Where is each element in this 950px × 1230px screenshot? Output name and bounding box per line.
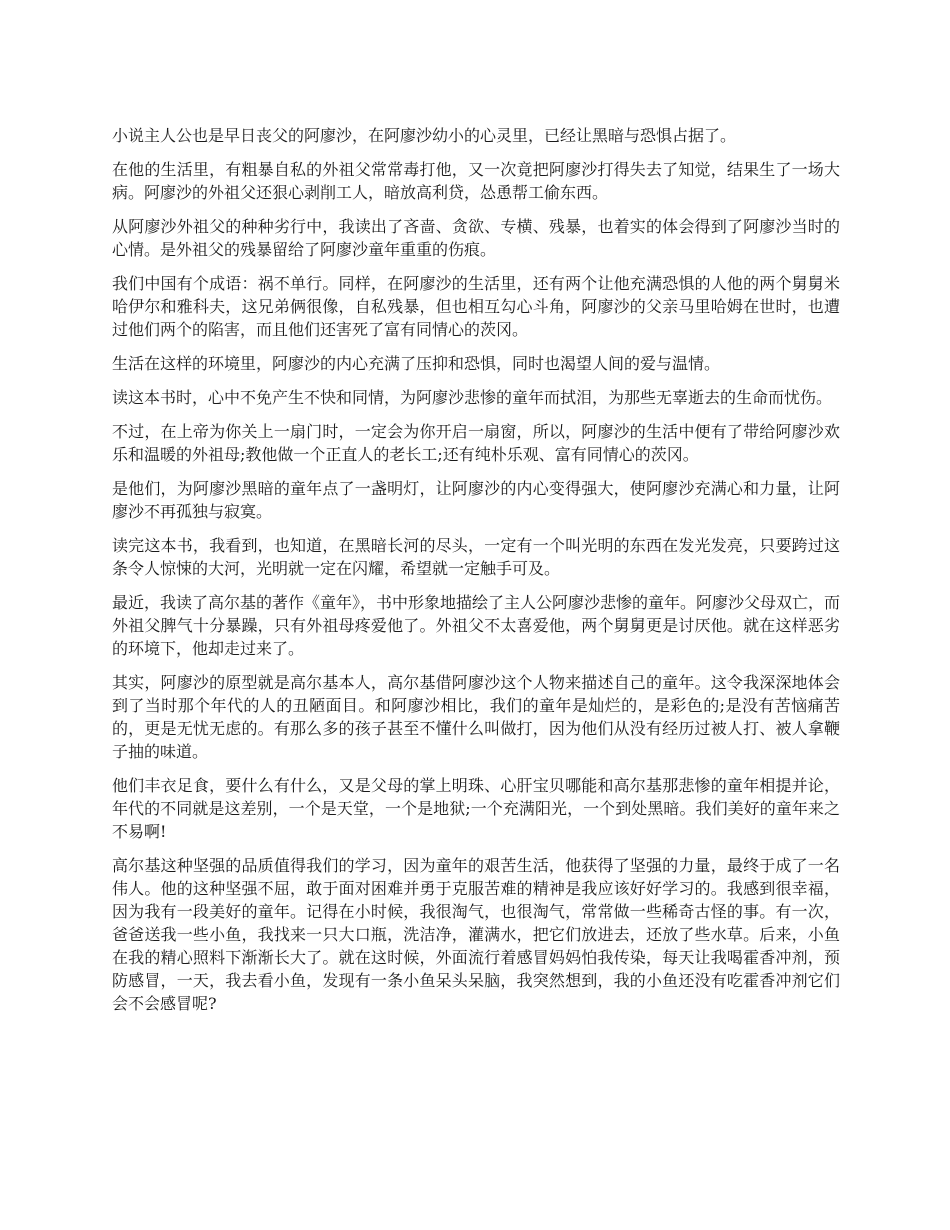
paragraph: 生活在这样的环境里，阿廖沙的内心充满了压抑和恐惧，同时也渴望人间的爱与温情。 bbox=[112, 354, 721, 373]
document-page bbox=[112, 124, 840, 1026]
paragraph: 是他们，为阿廖沙黑暗的童年点了一盏明灯，让阿廖沙的内心变得强大，使阿廖沙充满心和力量，让阿廖沙不再孤独与寂寞。 bbox=[112, 479, 840, 521]
paragraph: 我们中国有个成语：祸不单行。同样，在阿廖沙的生活里，还有两个让他充满恐惧的人他的两个舅舅米哈伊尔和雅科夫，这兄弟俩很像，自私残暴，但也相互勾心斗角，阿廖沙的父亲马里哈姆在世时，也遭过他们两个的陷害，而且他们还害死了富有同情心的茨冈。 bbox=[112, 274, 840, 339]
paragraph: 从阿廖沙外祖父的种种劣行中，我读出了吝啬、贪欲、专横、残暴，也着实的体会得到了阿廖沙当时的心情。是外祖父的残暴留给了阿廖沙童年重重的伤痕。 bbox=[112, 217, 840, 259]
paragraph: 他们丰衣足食，要什么有什么，又是父母的掌上明珠、心肝宝贝哪能和高尔基那悲惨的童年相提并论，年代的不同就是这差别，一个是天堂，一个是地狱;一个充满阳光，一个到处黑暗。我们美好的童年来之不易啊! bbox=[112, 776, 840, 841]
paragraph: 高尔基这种坚强的品质值得我们的学习，因为童年的艰苦生活，他获得了坚强的力量，最终于成了一名伟人。他的这种坚强不屈，敢于面对困难并勇于克服苦难的精神是我应该好好学习的。我感到很幸福，因为我有一段美好的童年。记得在小时候，我很淘气，也很淘气，常常做一些稀奇古怪的事。有一次，爸爸送我一些小鱼，我找来一只大口瓶，洗洁净，灌满水，把它们放进去，还放了些水草。后来，小鱼在我的精心照料下渐渐长大了。就在这时候，外面流行着感冒妈妈怕我传染，每天让我喝霍香冲剂，预防感冒，一天，我去看小鱼，发现有一条小鱼呆头呆脑，我突然想到，我的小鱼还没有吃霍香冲剂它们会不会感冒呢? bbox=[112, 856, 840, 1013]
paragraph: 在他的生活里，有粗暴自私的外祖父常常毒打他，又一次竟把阿廖沙打得失去了知觉，结果生了一场大病。阿廖沙的外祖父还狠心剥削工人，暗放高利贷，怂恿帮工偷东西。 bbox=[112, 160, 840, 202]
paragraph: 读这本书时，心中不免产生不快和同情，为阿廖沙悲惨的童年而拭泪，为那些无辜逝去的生命而忧伤。 bbox=[112, 388, 833, 407]
paragraph: 读完这本书，我看到，也知道，在黑暗长河的尽头，一定有一个叫光明的东西在发光发亮，只要跨过这条令人惊悚的大河，光明就一定在闪耀，希望就一定触手可及。 bbox=[112, 536, 840, 578]
paragraph: 其实，阿廖沙的原型就是高尔基本人，高尔基借阿廖沙这个人物来描述自己的童年。这令我深深地体会到了当时那个年代的人的丑陋面目。和阿廖沙相比，我们的童年是灿烂的，是彩色的;是没有苦恼痛苦的，更是无忧无虑的。有那么多的孩子甚至不懂什么叫做打，因为他们从没有经历过被人打、被人拿鞭子抽的味道。 bbox=[112, 673, 840, 761]
paragraph: 不过，在上帝为你关上一扇门时，一定会为你开启一扇窗，所以，阿廖沙的生活中便有了带给阿廖沙欢乐和温暖的外祖母;教他做一个正直人的老长工;还有纯朴乐观、富有同情心的茨冈。 bbox=[112, 422, 840, 464]
paragraph: 最近，我读了高尔基的著作《童年》，书中形象地描绘了主人公阿廖沙悲惨的童年。阿廖沙父母双亡，而外祖父脾气十分暴躁，只有外祖母疼爱他了。外祖父不太喜爱他，两个舅舅更是讨厌他。就在这样恶劣的环境下，他却走过来了。 bbox=[112, 593, 841, 658]
paragraph: 小说主人公也是早日丧父的阿廖沙，在阿廖沙幼小的心灵里，已经让黑暗与恐惧占据了。 bbox=[112, 126, 737, 145]
